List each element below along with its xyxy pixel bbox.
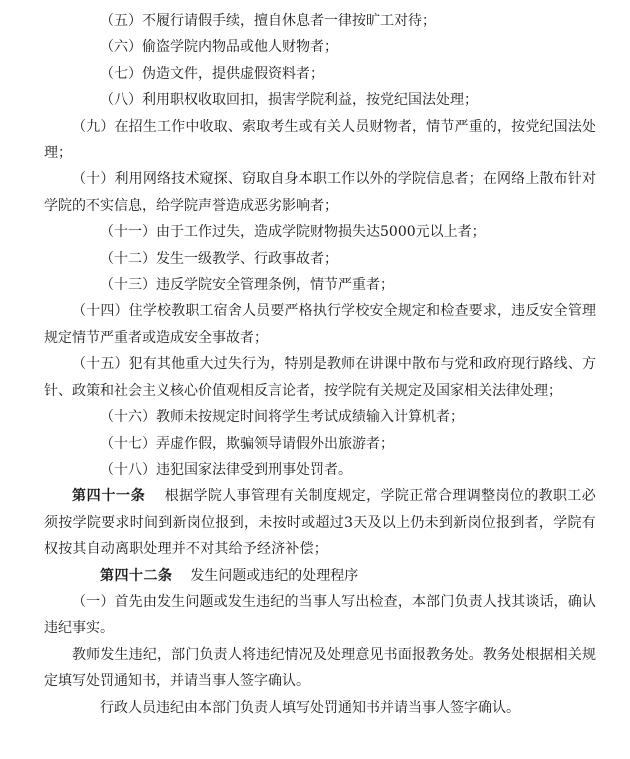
article-41-title: 第四十一条 <box>72 488 146 505</box>
rule-item-18: （十八）违犯国家法律受到刑事处罚者。 <box>100 461 352 478</box>
article-42 <box>72 563 596 589</box>
rule-item-10: （十）利用网络技术窥探、窃取自身本职工作以外的学院信息者；在网络上散布针对学院的不实信息，给学院声誉造成恶劣影响者； <box>44 171 596 214</box>
rule-item-7: （七）伪造文件，提供虚假资料者； <box>100 65 324 82</box>
article-42-spacer <box>177 568 186 584</box>
rule-item-6: （六）偷盗学院内物品或他人财物者； <box>100 39 338 56</box>
rule-item-11: （十一）由于工作过失，造成学院财物损失达5000元以上者； <box>100 224 486 241</box>
rule-item-8: （八）利用职权收取回扣，损害学院利益，按党纪国法处理； <box>100 92 478 109</box>
rule-item-5: （五）不履行请假手续，擅自休息者一律按旷工对待； <box>100 13 436 29</box>
rule-item-14: （十四）住学校教职工宿舍人员要严格执行学校安全规定和检查要求，违反安全管理规定情节严重者或造成安全事故者； <box>44 303 596 346</box>
rule-item-12: （十二）发生一级教学、行政事故者； <box>100 250 338 267</box>
article-41-body: 根据学院人事管理有关制度规定，学院正常合理调整岗位的教职工必须按学院要求时间到新岗位报到，未按时或超过3天及以上仍未到新岗位报到者，学院有权按其自动离职处理并不对其给予经济补偿； <box>44 488 597 558</box>
article-42-body: 发生问题或违纪的处理程序 <box>190 567 359 584</box>
article-41-spacer <box>150 488 160 504</box>
rule-item-15: （十五）犯有其他重大过失行为，特别是教师在讲课中散布与党和政府现行路线、方针、政策和社会主义核心价值观相反言论者，按学院有关规定及国家相关法律处理； <box>44 356 596 399</box>
article-42-admin-procedure: 行政人员违纪由本部门负责人填写处罚通知书并请当事人签字确认。 <box>100 699 520 716</box>
rule-item-16: （十六）教师未按规定时间将学生考试成绩输入计算机者； <box>100 409 464 426</box>
article-42-teacher-procedure: 教师发生违纪，部门负责人将违纪情况及处理意见书面报教务处。教务处根据相关规定填写处罚通知书，并请当事人签字确认。 <box>44 646 596 690</box>
article-42-title: 第四十二条 <box>100 567 173 584</box>
article-41 <box>44 483 596 562</box>
rule-item-17: （十七）弄虚作假，欺骗领导请假外出旅游者； <box>100 435 394 452</box>
rule-item-13: （十三）违反学院安全管理条例，情节严重者； <box>100 277 394 294</box>
article-42-step-1: （一）首先由发生问题或发生违纪的当事人写出检查，本部门负责人找其谈话，确认违纪事实。 <box>44 593 596 637</box>
rule-item-9: （九）在招生工作中收取、索取考生或有关人员财物者，情节严重的，按党纪国法处理； <box>44 118 596 162</box>
